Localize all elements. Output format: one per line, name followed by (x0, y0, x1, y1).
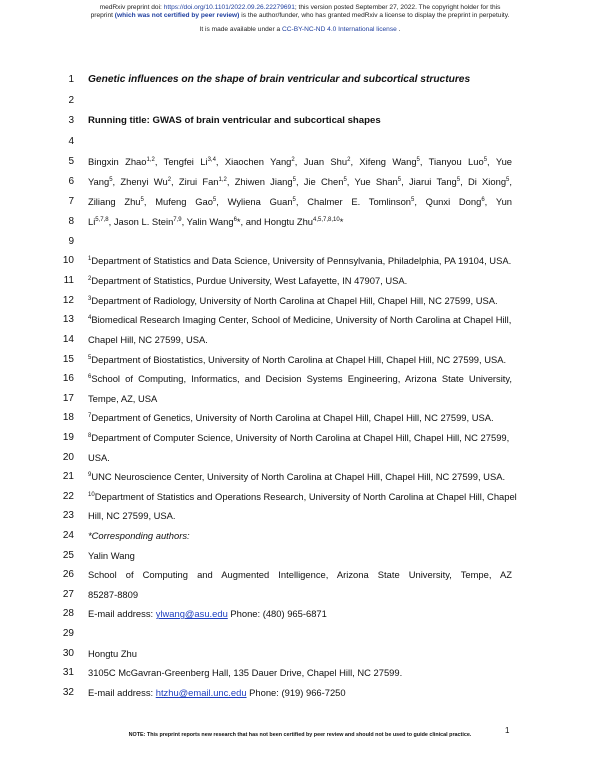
line-number: 25 (62, 550, 74, 561)
line-number: 26 (62, 569, 74, 580)
corresponding-authors-heading: *Corresponding authors: (88, 530, 190, 541)
line-number: 22 (62, 491, 74, 502)
line-number: 3 (68, 115, 74, 126)
affiliation-4: $^4$Biomedical Research Imaging Center, School of Medicine, University of North Carolina at Chapel Hill, (88, 314, 512, 325)
affiliation-7: $^7$Department of Genetics, University of North Carolina at Chapel Hill, Chapel Hill, NC 27599, USA. (88, 412, 494, 423)
license-link[interactable]: CC-BY-NC-ND 4.0 International license (281, 26, 397, 33)
preprint-header-line-2: preprint (which was not certified by peer review) is the author/funder, who has granted medRxiv a license to display the preprint in perpetuity. (90, 12, 510, 19)
corresponding-author-2-contact: E-mail address: htzhu@email.unc.edu Phone: (919) 966-7250 (88, 687, 346, 698)
line-number: 8 (68, 216, 74, 227)
line-number: 10 (62, 255, 74, 266)
author-line-3: Ziliang Zhu$^5$, Mufeng Gao$^5$, Wyliena Guan$^5$, Chalmer E. Tomlinson$^5$, Qunxi Dong$^6$, Yun (88, 196, 513, 207)
line-number: 7 (68, 196, 74, 207)
line-number: 28 (62, 608, 74, 619)
author-line-4: Li$^{5,7,8}$, Jason L. Stein$^{7,9}$, Yalin Wang$^6$*, and Hongtu Zhu$^{4,5,7,8,10}$* (88, 216, 344, 227)
line-number: 16 (62, 373, 74, 384)
affiliation-3: $^3$Department of Radiology, University of North Carolina at Chapel Hill, Chapel Hill, NC 27599, USA. (88, 295, 498, 306)
line-number: 29 (62, 628, 74, 639)
affiliation-5: $^5$Department of Biostatistics, University of North Carolina at Chapel Hill, Chapel Hill, NC 27599, USA. (88, 354, 507, 365)
line-number: 1 (68, 74, 74, 85)
line-number: 11 (63, 275, 74, 286)
doi-link[interactable]: https://doi.org/10.1101/2022.09.26.22279691 (163, 4, 295, 11)
running-title: Running title: GWAS of brain ventricular and subcortical shapes (88, 115, 381, 126)
affiliation-10-cont: Hill, NC 27599, USA. (88, 510, 176, 521)
peer-review-notice: NOTE: This preprint reports new research that has not been certified by peer review and should not be used to guide clinical practice. (128, 732, 472, 738)
preprint-header-line-3: It is made available under a CC-BY-NC-ND 4.0 International license . (199, 26, 401, 33)
author-line-1: Bingxin Zhao$^{1,2}$, Tengfei Li$^{3,4}$, Xiaochen Yang$^2$, Juan Shu$^2$, Xifeng Wang$^5$, Tianyou Luo$^5$, Yue (88, 156, 513, 167)
line-number: 21 (62, 471, 74, 482)
line-number: 27 (62, 589, 74, 600)
corresponding-author-1-contact: E-mail address: ylwang@asu.edu Phone: (480) 965-6871 (88, 608, 327, 619)
line-number: 14 (62, 334, 74, 345)
affiliation-1: $^1$Department of Statistics and Data Science, University of Pennsylvania, Philadelphia, PA 19104, USA. (88, 255, 512, 266)
email-link[interactable]: ylwang@asu.edu (155, 608, 228, 619)
affiliation-10: $^{10}$Department of Statistics and Operations Research, University of North Carolina at Chapel Hill, Chapel (88, 491, 517, 502)
page-number: 1 (505, 726, 510, 735)
affiliation-8-cont: USA. (88, 452, 110, 463)
line-number: 32 (62, 687, 74, 698)
preprint-header-line-1: medRxiv preprint doi: https://doi.org/10.1101/2022.09.26.22279691; this version posted September 27, 2022. The copyright holder for this (99, 4, 501, 11)
line-number: 5 (68, 156, 74, 167)
line-number: 23 (62, 510, 74, 521)
corresponding-author-1-address: School of Computing and Augmented Intelligence, Arizona State University, Tempe, AZ (88, 569, 512, 580)
line-number: 20 (62, 452, 74, 463)
line-number: 9 (68, 236, 74, 247)
line-number: 18 (62, 412, 74, 423)
affiliation-6-cont: Tempe, AZ, USA (88, 393, 158, 404)
line-number: 15 (62, 354, 74, 365)
line-number: 17 (62, 393, 74, 404)
affiliation-2: $^2$Department of Statistics, Purdue University, West Lafayette, IN 47907, USA. (88, 275, 408, 286)
line-number: 24 (62, 530, 74, 541)
line-number: 19 (62, 432, 74, 443)
affiliation-6: $^6$School of Computing, Informatics, and Decision Systems Engineering, Arizona State University, (88, 373, 512, 384)
line-number: 13 (62, 314, 74, 325)
affiliation-8: $^8$Department of Computer Science, University of North Carolina at Chapel Hill, Chapel Hill, NC 27599, (88, 432, 510, 443)
corresponding-author-1-name: Yalin Wang (88, 550, 135, 561)
line-number: 6 (68, 176, 74, 187)
corresponding-author-2-name: Hongtu Zhu (88, 648, 137, 659)
affiliation-4-cont: Chapel Hill, NC 27599, USA. (88, 334, 208, 345)
line-number: 30 (62, 648, 74, 659)
corresponding-author-2-address: 3105C McGavran-Greenberg Hall, 135 Dauer Drive, Chapel Hill, NC 27599. (88, 667, 403, 678)
line-number: 2 (68, 95, 74, 106)
author-line-2: Yang$^5$, Zhenyi Wu$^2$, Zirui Fan$^{1,2}$, Zhiwen Jiang$^5$, Jie Chen$^5$, Yue Shan$^5$, Jiarui Tang$^5$, Di Xiong$^5$, (88, 176, 512, 187)
line-number: 31 (62, 667, 74, 678)
corresponding-author-1-zip: 85287-8809 (88, 589, 139, 600)
email-link[interactable]: htzhu@email.unc.edu (155, 687, 247, 698)
peer-review-note: (which was not certified by peer review) (114, 12, 240, 19)
line-number: 12 (62, 295, 74, 306)
paper-title: Genetic influences on the shape of brain ventricular and subcortical structures (88, 74, 471, 85)
affiliation-9: $^9$UNC Neuroscience Center, University of North Carolina at Chapel Hill, Chapel Hill, NC 27599, USA. (88, 471, 506, 482)
line-number: 4 (68, 136, 74, 147)
